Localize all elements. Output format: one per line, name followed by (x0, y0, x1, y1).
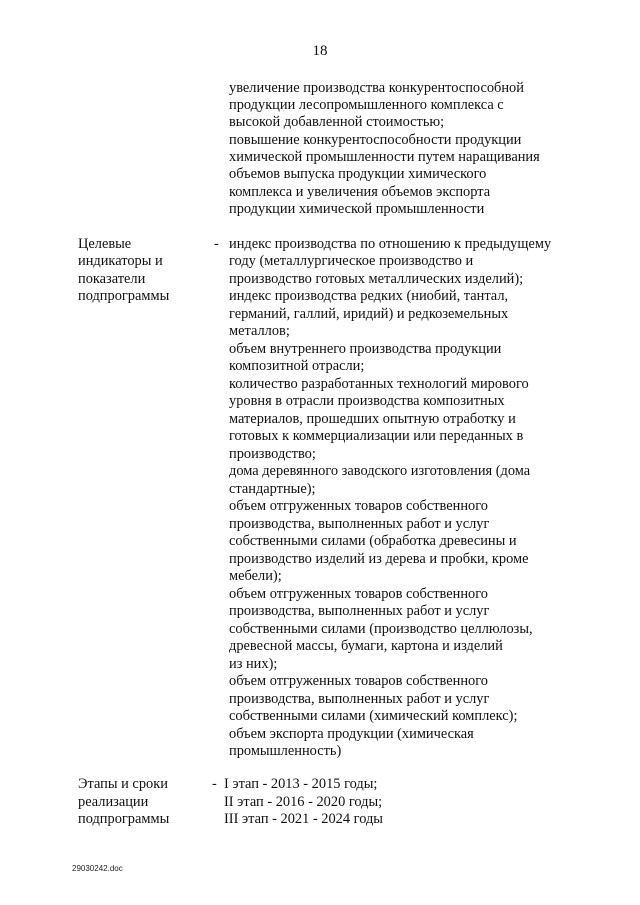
stage-line: I этап - 2013 - 2015 годы; (224, 776, 378, 792)
indicators-label-line: индикаторы и (78, 253, 163, 269)
indicator-line: уровня в отрасли производства композитных (229, 393, 505, 409)
indicator-line: производство изделий из дерева и пробки, кроме (229, 551, 529, 567)
indicator-line: производства, выполненных работ и услуг (229, 603, 490, 619)
indicator-line: собственными силами (химический комплекс); (229, 708, 518, 724)
stages-label-line: подпрограммы (78, 811, 170, 827)
indicator-line: объем отгруженных товаров собственного (229, 586, 488, 602)
indicator-line: производство; (229, 446, 316, 462)
document-file-code: 29030242.doc (72, 864, 123, 873)
intro-line: высокой добавленной стоимостью; (229, 114, 445, 130)
intro-line: увеличение производства конкурентоспособной (229, 80, 524, 96)
indicator-line: композитной отрасли; (229, 358, 365, 374)
indicator-line: индекс производства редких (ниобий, тантал, (229, 288, 509, 304)
indicator-line: производства, выполненных работ и услуг (229, 516, 490, 532)
indicators-label-line: показатели (78, 271, 146, 287)
indicator-line: из них); (229, 656, 278, 672)
indicator-line: стандартные); (229, 481, 316, 497)
indicator-line: древесной массы, бумаги, картона и изделий (229, 638, 503, 654)
indicator-line: германий, галлий, иридий) и редкоземельных (229, 306, 509, 322)
stage-line: III этап - 2021 - 2024 годы (224, 811, 383, 827)
indicator-line: году (металлургическое производство и (229, 253, 474, 269)
indicator-line: дома деревянного заводского изготовления (дома (229, 463, 531, 479)
intro-line: повышение конкурентоспособности продукции (229, 132, 522, 148)
indicators-dash: - (214, 236, 219, 252)
indicator-line: производства, выполненных работ и услуг (229, 691, 490, 707)
indicators-label-line: подпрограммы (78, 288, 170, 304)
indicator-line: объем отгруженных товаров собственного (229, 673, 488, 689)
stages-label-line: Этапы и сроки (78, 776, 168, 792)
stages-label-line: реализации (78, 794, 149, 810)
page-number: 18 (312, 43, 328, 59)
intro-line: комплекса и увеличения объемов экспорта (229, 184, 491, 200)
indicator-line: объем отгруженных товаров собственного (229, 498, 488, 514)
indicator-line: промышленность) (229, 743, 342, 759)
stages-dash: - (212, 776, 217, 792)
intro-line: объемов выпуска продукции химического (229, 166, 487, 182)
intro-line: химической промышленности путем наращивания (229, 149, 540, 165)
indicator-line: индекс производства по отношению к предыдущему (229, 236, 552, 252)
indicator-line: объем внутреннего производства продукции (229, 341, 502, 357)
indicator-line: количество разработанных технологий мирового (229, 376, 529, 392)
stage-line: II этап - 2016 - 2020 годы; (224, 794, 383, 810)
indicator-line: материалов, прошедших опытную отработку и (229, 411, 516, 427)
intro-line: продукции химической промышленности (229, 201, 485, 217)
indicator-line: объем экспорта продукции (химическая (229, 726, 474, 742)
indicator-line: собственными силами (обработка древесины и (229, 533, 517, 549)
indicator-line: собственными силами (производство целлюлозы, (229, 621, 533, 637)
indicator-line: металлов; (229, 323, 290, 339)
intro-line: продукции лесопромышленного комплекса с (229, 97, 504, 113)
indicator-line: готовых к коммерциализации или переданных в (229, 428, 524, 444)
indicator-line: производство готовых металлических изделий); (229, 271, 524, 287)
indicator-line: мебели); (229, 568, 282, 584)
indicators-label-line: Целевые (78, 236, 132, 252)
